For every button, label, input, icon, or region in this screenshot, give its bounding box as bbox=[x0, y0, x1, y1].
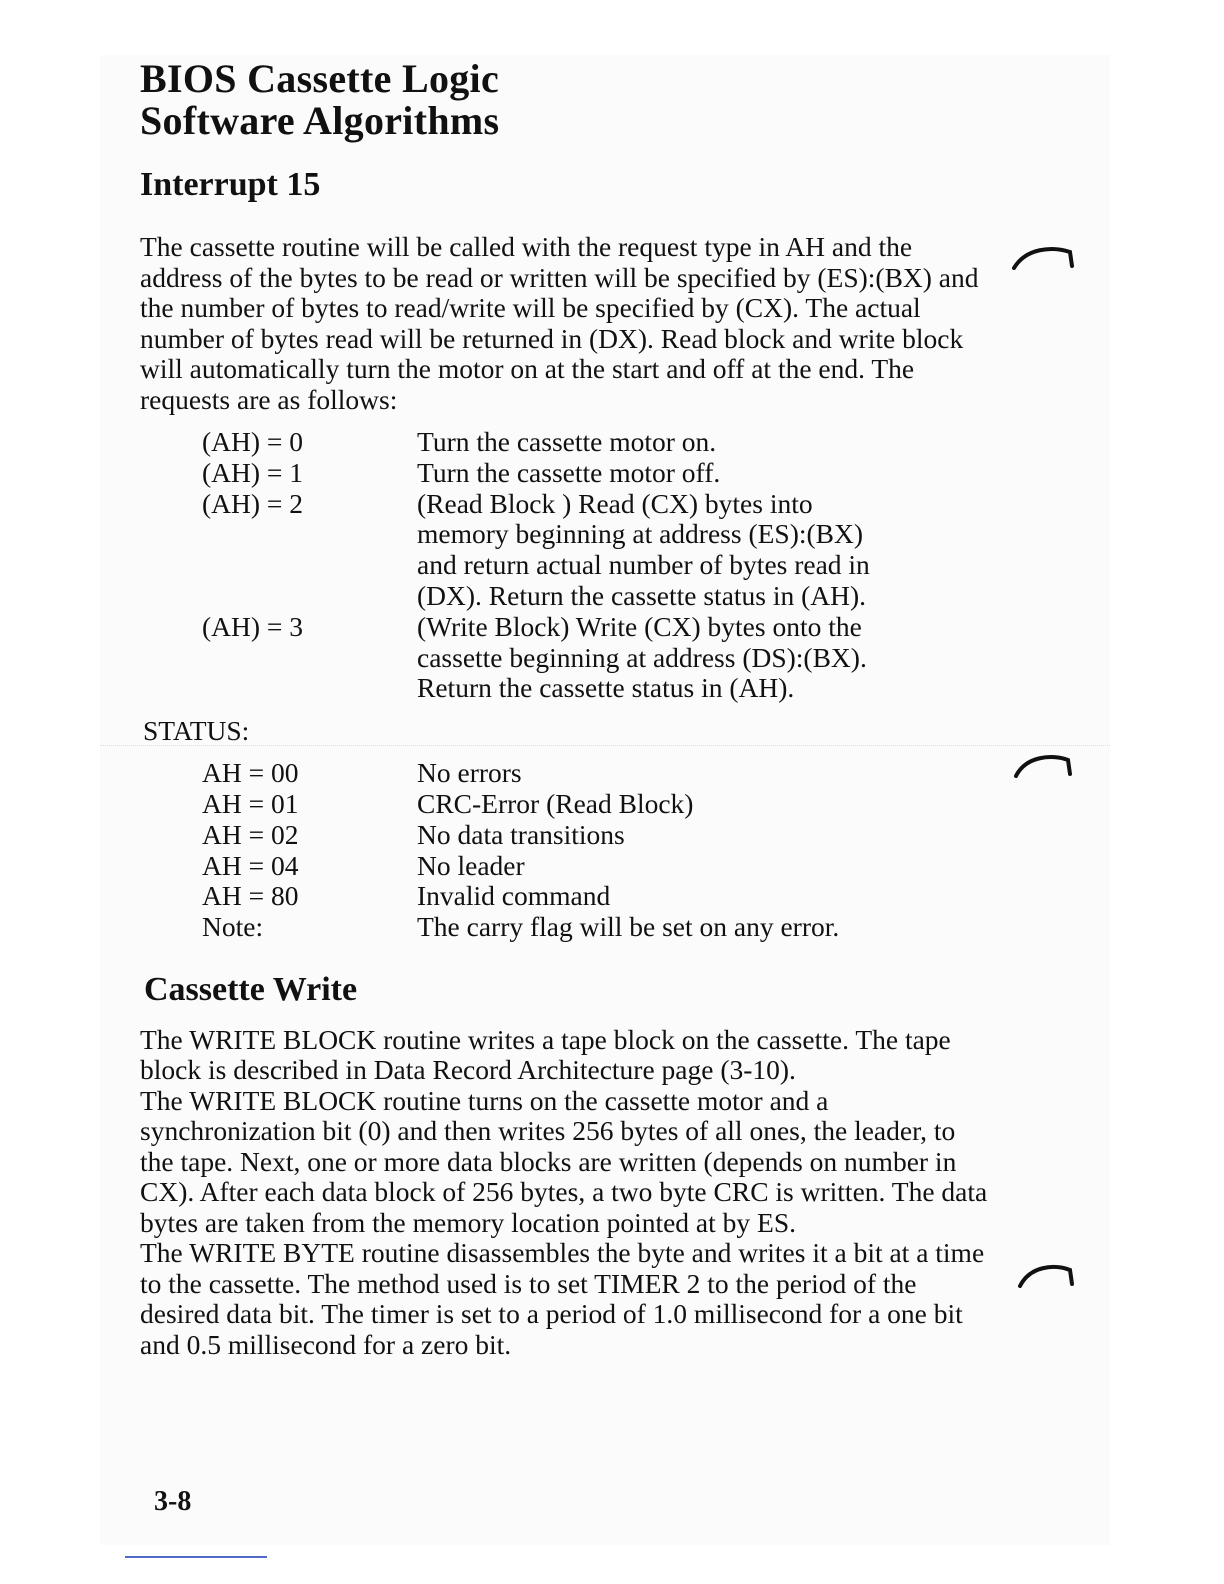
request-row bbox=[202, 427, 990, 458]
request-row bbox=[202, 489, 990, 612]
status-description: Invalid command bbox=[417, 880, 611, 912]
status-row bbox=[202, 820, 990, 851]
status-row bbox=[202, 881, 990, 912]
page-content bbox=[140, 58, 990, 1360]
status-note-text: The carry flag will be set on any error. bbox=[417, 911, 840, 943]
binder-hole-mark-icon bbox=[1012, 1262, 1076, 1288]
request-description-line: Return the cassette status in (AH). bbox=[417, 672, 795, 704]
request-row bbox=[202, 458, 990, 489]
status-code: AH = 00 bbox=[202, 757, 299, 789]
request-description bbox=[417, 489, 990, 612]
interrupt-heading: Interrupt 15 bbox=[140, 166, 321, 203]
write-paragraph: The WRITE BYTE routine disassembles the byte and writes it a bit at a time to the cassette. The method used is to set TIMER 2 to the period of the desired data bit. The timer is set to a period of 1.0 millisecond for a one bit and 0.5 millisecond for a zero bit. bbox=[140, 1237, 985, 1360]
request-code: (AH) = 0 bbox=[202, 426, 304, 457]
request-description bbox=[417, 427, 990, 458]
status-description: CRC-Error (Read Block) bbox=[417, 787, 694, 819]
request-description-line: Turn the cassette motor off. bbox=[417, 456, 721, 488]
request-description-line: Turn the cassette motor on. bbox=[417, 426, 717, 457]
request-description-line: (Write Block) Write (CX) bytes onto the bbox=[417, 610, 862, 642]
intro-paragraph: The cassette routine will be called with the request type in AH and the address of the bytes to be read or written will be specified by (ES):(BX) and the number of bytes to read/write will be specified by (CX). The actual number of bytes read will be returned in (DX). Read block and write block will automatically turn the motor on at the start and off at the end. The requests are as follows: bbox=[140, 231, 979, 415]
request-description-line: and return actual number of bytes read in bbox=[417, 549, 870, 581]
title-line-2: Software Algorithms bbox=[140, 98, 500, 143]
status-code: AH = 04 bbox=[202, 849, 299, 881]
request-list bbox=[202, 427, 990, 704]
page-number: 3-8 bbox=[154, 1486, 192, 1517]
status-note-row bbox=[202, 912, 990, 943]
status-description: No errors bbox=[417, 757, 522, 789]
status-description: No leader bbox=[417, 849, 525, 881]
request-description bbox=[417, 612, 990, 704]
status-row bbox=[202, 851, 990, 882]
status-row bbox=[202, 758, 990, 789]
binder-hole-mark-icon bbox=[1012, 752, 1076, 778]
page-title bbox=[140, 58, 990, 142]
status-list bbox=[202, 758, 990, 943]
request-description-line: memory beginning at address (ES):(BX) bbox=[417, 518, 864, 550]
write-paragraph: The WRITE BLOCK routine writes a tape block on the cassette. The tape block is described in Data Record Architecture page (3-10). bbox=[140, 1023, 951, 1086]
request-row bbox=[202, 612, 990, 704]
request-description-line: cassette beginning at address (DS):(BX). bbox=[417, 641, 867, 673]
cassette-write-heading: Cassette Write bbox=[144, 970, 358, 1008]
request-description bbox=[417, 458, 990, 489]
title-line-1: BIOS Cassette Logic bbox=[140, 56, 500, 101]
request-description-line: (DX). Return the cassette status in (AH). bbox=[417, 579, 867, 611]
write-paragraph: The WRITE BLOCK routine turns on the cassette motor and a synchronization bit (0) and then writes 256 bytes of all ones, the leader, to the tape. Next, one or more data blocks are written (depends on number in CX). After each data block of 256 bytes, a two byte CRC is written. The data bytes are taken from the memory location pointed at by ES. bbox=[140, 1084, 988, 1238]
status-label: STATUS: bbox=[143, 715, 250, 747]
request-code: (AH) = 3 bbox=[202, 610, 304, 642]
status-code: AH = 80 bbox=[202, 880, 299, 912]
status-description: No data transitions bbox=[417, 818, 625, 850]
status-row bbox=[202, 789, 990, 820]
request-description-line: (Read Block ) Read (CX) bytes into bbox=[417, 487, 813, 519]
status-code: AH = 01 bbox=[202, 787, 299, 819]
request-code: (AH) = 1 bbox=[202, 456, 304, 488]
binder-hole-mark-icon bbox=[1012, 244, 1076, 270]
request-code: (AH) = 2 bbox=[202, 487, 304, 519]
status-note-label: Note: bbox=[202, 911, 264, 943]
bottom-rule bbox=[125, 1556, 267, 1558]
status-code: AH = 02 bbox=[202, 818, 299, 850]
